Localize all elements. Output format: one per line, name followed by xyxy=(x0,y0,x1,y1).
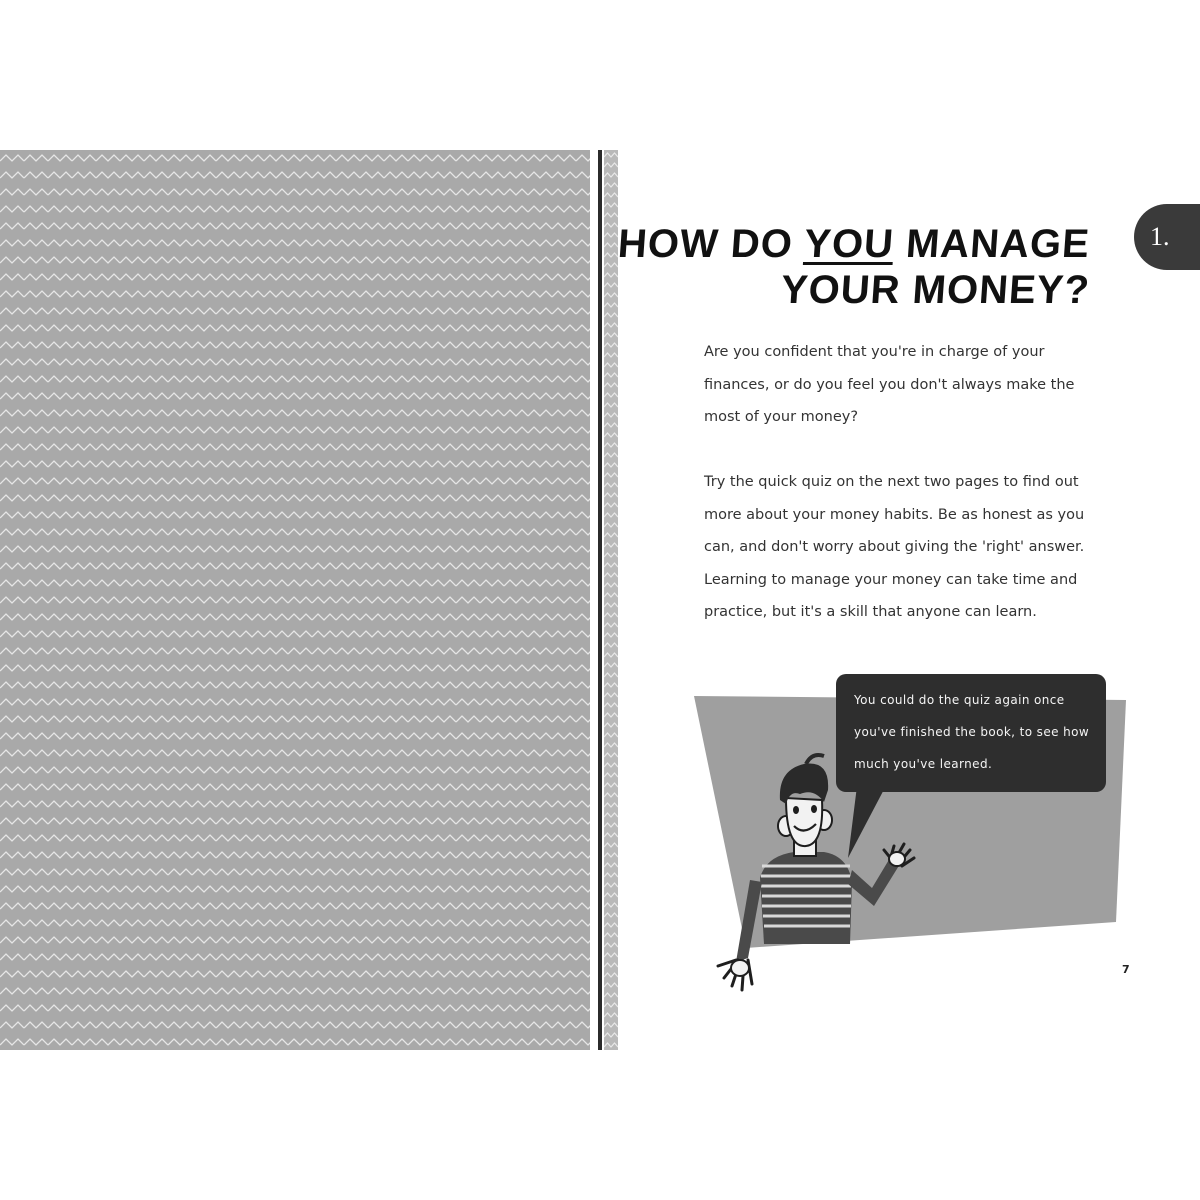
binding-pattern-strip xyxy=(604,150,618,1050)
title-emphasis-you: YOU xyxy=(802,222,896,266)
binding-line xyxy=(598,150,602,1050)
zigzag-pattern xyxy=(0,150,590,1050)
title-part-manage: MANAGE xyxy=(904,222,1092,266)
page-title-line-1 xyxy=(617,222,1092,267)
title-part-how-do: HOW DO xyxy=(616,222,795,266)
intro-paragraph: Are you confident that you're in charge of your finances, or do you feel you don't always make the most of your money? xyxy=(704,344,1075,425)
zigzag-pattern-page xyxy=(0,150,590,1050)
quiz-paragraph: Try the quick quiz on the next two pages to find out more about your money habits. Be as honest as you can, and don't worry about giving the 'right' answer. Learning to manage your money can take time and practice, but it's a skill that anyone can learn. xyxy=(704,474,1085,620)
page-title-line-2: YOUR MONEY? xyxy=(779,268,1092,312)
page-number: 7 xyxy=(1122,963,1130,976)
speech-bubble: You could do the quiz again once you've finished the book, to see how much you've learned. xyxy=(836,674,1106,792)
chapter-number-badge: 1. xyxy=(1134,204,1200,270)
